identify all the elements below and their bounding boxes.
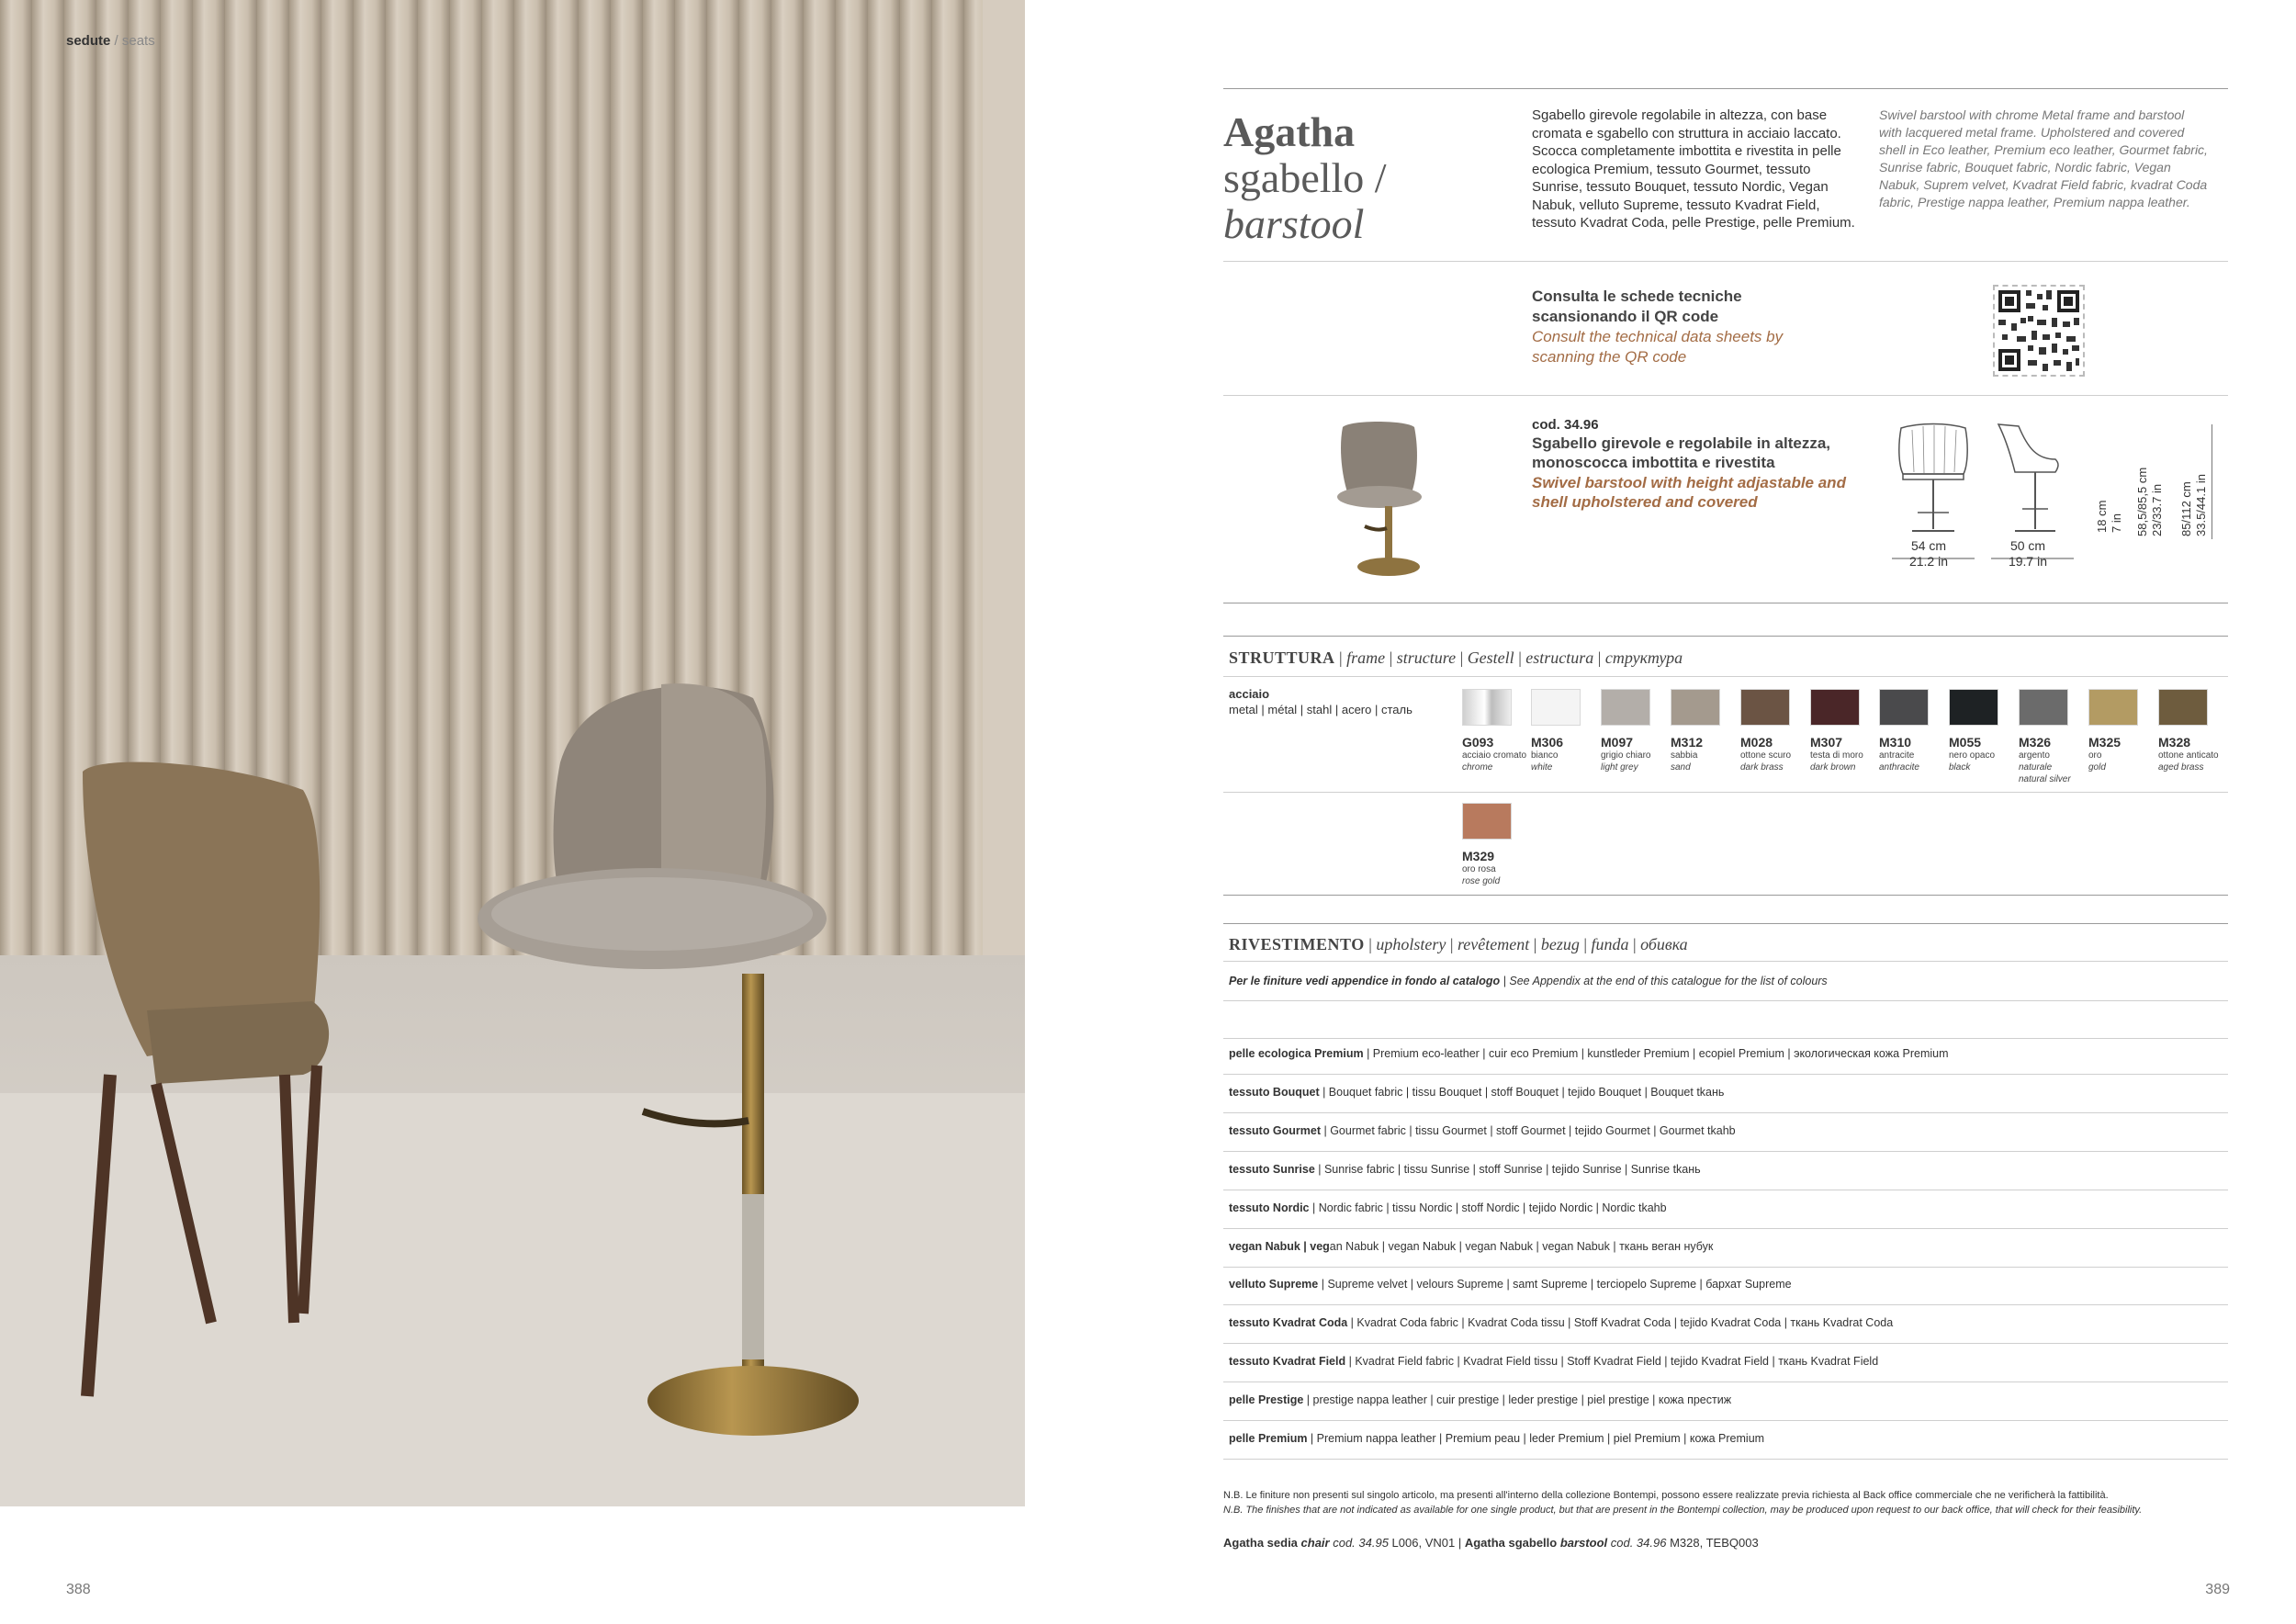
finish-color-chip [1462, 689, 1512, 726]
upholstery-name: vegan Nabuk | veg [1229, 1239, 1330, 1253]
rivestimento-tr-0: upholstery [1376, 935, 1446, 953]
upholstery-name: tessuto Kvadrat Coda [1229, 1316, 1348, 1330]
upholstery-row [1229, 1240, 1713, 1253]
finish-code: M307 [1810, 735, 1843, 750]
upholstery-name: tessuto Bouquet [1229, 1085, 1320, 1099]
dim-front-width-in: 21.2 in [1908, 554, 1949, 569]
finish-name-en: white [1531, 762, 1553, 773]
finish-code: M055 [1949, 735, 1982, 750]
struttura-tr-3: estructura [1525, 648, 1594, 667]
upholstery-name: tessuto Sunrise [1229, 1162, 1315, 1176]
page-number-right: 389 [2205, 1582, 2230, 1597]
rivestimento-tr-1: revêtement [1457, 935, 1530, 953]
finish-code: M310 [1879, 735, 1912, 750]
upholstery-row-rule [1223, 1074, 2228, 1075]
upholstery-row-rule [1223, 1459, 2228, 1460]
finish-name-en: dark brown [1810, 762, 1856, 773]
finish-code: M312 [1671, 735, 1704, 750]
finish-name-it: sabbia [1671, 750, 1698, 761]
upholstery-row [1229, 1355, 1878, 1368]
finish-color-chip [1601, 689, 1650, 726]
finish-code: M097 [1601, 735, 1634, 750]
rule [1223, 676, 2228, 677]
upholstery-name: tessuto Nordic [1229, 1201, 1310, 1214]
credit-a2: chair [1300, 1536, 1330, 1550]
dim-v2: 58,5/85,5 cm [2135, 467, 2149, 536]
barstool-thumbnail [1332, 418, 1433, 583]
credit-a3: cod. 34.95 [1329, 1536, 1389, 1550]
finish-swatch [1949, 689, 2019, 773]
finish-name-en: light grey [1601, 762, 1638, 773]
rule [1223, 961, 2228, 962]
rule [1223, 261, 2228, 262]
finish-name-en: anthracite [1879, 762, 1919, 773]
upholstery-translations: | Kvadrat Coda fabric | Kvadrat Coda tissu | Stoff Kvadrat Coda | tejido Kvadrat Coda | ткань Kvadrat Coda [1347, 1316, 1894, 1330]
rule-top [1223, 88, 2228, 89]
appendix-bold: Per le finiture vedi appendice in fondo al catalogo [1229, 975, 1501, 987]
finish-color-chip [1879, 689, 1929, 726]
upholstery-row [1229, 1163, 1701, 1176]
finish-color-chip [1949, 689, 1998, 726]
finish-name-it: antracite [1879, 750, 1915, 761]
appendix-rest: | See Appendix at the end of this catalogue for the list of colours [1500, 975, 1828, 987]
product-code: cod. 34.96 [1532, 417, 1599, 433]
description-en: Swivel barstool with chrome Metal frame and barstool with lacquered metal frame. Upholstered and covered shell in Eco leather, Premium eco leather, Gourmet fabric, Sunrise fabric, Bouquet fabric, Nordic fabric, Vegan Nabuk, Suprem velvet, Kvadrat Field fabric, kvadrat Coda fabric, Prestige nappa leather, Premium nappa leather. [1879, 107, 2208, 209]
upholstery-row [1229, 1278, 1792, 1291]
breadcrumb-section: sedute [66, 33, 111, 49]
finish-name-en: rose gold [1462, 876, 1501, 886]
upholstery-row [1229, 1393, 1731, 1406]
upholstery-name: pelle ecologica Premium [1229, 1047, 1364, 1060]
variant-name-en: Swivel barstool with height adjastable and shell upholstered and covered [1532, 474, 1846, 511]
finish-code: M328 [2158, 735, 2191, 750]
struttura-tr-1: structure [1396, 648, 1457, 667]
dim-v2-in: 23/33.7 in [2150, 483, 2164, 536]
dim-v1-in: 7 in [2110, 513, 2123, 533]
upholstery-name: pelle Prestige [1229, 1393, 1304, 1407]
rivestimento-tr-2: bezug [1540, 935, 1580, 953]
upholstery-translations: an Nabuk | vegan Nabuk | vegan Nabuk | vegan Nabuk | ткань веган нубук [1329, 1239, 1714, 1253]
rule [1223, 1000, 2228, 1001]
upholstery-row [1229, 1047, 1949, 1060]
finish-name-it: bianco [1531, 750, 1559, 761]
rule [1223, 895, 2228, 896]
finish-swatch [2088, 689, 2158, 773]
finish-name-it: nero opaco [1949, 750, 1996, 761]
breadcrumb-sub: / seats [114, 33, 155, 49]
finish-name-en: dark brass [1740, 762, 1784, 773]
finish-name-it: oro rosa [1462, 864, 1496, 874]
upholstery-translations: | Nordic fabric | tissu Nordic | stoff Nordic | tejido Nordic | Nordic tkahb [1309, 1201, 1667, 1214]
description-it: Sgabello girevole regolabile in altezza, con base cromata e sgabello con struttura in acciaio laccato. Scocca completamente imbottita e rivestita in pelle ecologica Premium, tessuto Gourmet, tessuto Sunrise, tessuto Bouquet, tessuto Nordic, Vegan Nabuk, velluto Supreme, tessuto Kvadrat Field, tessuto Kvadrat Coda, pelle Prestige, pelle Premium. [1532, 107, 1855, 231]
credit-b2: barstool [1559, 1536, 1608, 1550]
rivestimento-title: RIVESTIMENTO [1229, 935, 1365, 953]
upholstery-row [1229, 1086, 1724, 1099]
finish-swatch [2158, 689, 2228, 773]
rule-struttura-top [1223, 636, 2228, 637]
breadcrumb [66, 33, 155, 49]
credit-a4: L006, VN01 | [1388, 1536, 1465, 1550]
finish-name-it: ottone anticato [2158, 750, 2219, 761]
finish-name-en: chrome [1462, 762, 1493, 773]
finish-name-it: oro [2088, 750, 2102, 761]
rivestimento-heading: RIVESTIMENTO | upholstery | revêtement | bezug | funda | обивка [1229, 935, 1688, 953]
credit-a1: Agatha sedia [1223, 1536, 1301, 1550]
finish-name-it: acciaio cromato [1462, 750, 1527, 761]
rivestimento-tr-4: обивка [1640, 935, 1688, 953]
finish-name-en: black [1949, 762, 1971, 773]
dim-side-depth-in: 19.7 in [2008, 554, 2048, 569]
struttura-tr-0: frame [1346, 648, 1386, 667]
finish-color-chip [2158, 689, 2208, 726]
finish-code: M325 [2088, 735, 2122, 750]
material-label: acciaio [1229, 687, 1270, 701]
finish-name-en: aged brass [2158, 762, 2204, 773]
finish-swatch [1462, 803, 1532, 887]
finish-color-chip [2088, 689, 2138, 726]
finish-code: M306 [1531, 735, 1564, 750]
finish-code: G093 [1462, 735, 1494, 750]
finish-swatch [1462, 689, 1532, 773]
material-translations: metal | métal | stahl | acero | сталь [1229, 703, 1412, 716]
note-en: N.B. The finishes that are not indicated as available for one single product, but that are present in the Bontempi collection, may be produced upon request to our back office, that will check for their feasibility. [1223, 1505, 2143, 1516]
credit-b1: Agatha sgabello [1464, 1536, 1560, 1550]
upholstery-name: tessuto Kvadrat Field [1229, 1355, 1346, 1369]
finish-name-it: grigio chiaro [1601, 750, 1651, 761]
rule-rivestimento-top [1223, 923, 2228, 924]
finish-code: M326 [2019, 735, 2052, 750]
finish-color-chip [1671, 689, 1720, 726]
rule [1223, 1038, 2228, 1039]
upholstery-row-rule [1223, 1420, 2228, 1421]
finish-code: M329 [1462, 849, 1495, 863]
page-number-left: 388 [66, 1582, 91, 1597]
finish-color-chip [1740, 689, 1790, 726]
barstool-thumbnail-graphic [1332, 418, 1433, 583]
finish-swatch [1531, 689, 1601, 773]
finish-swatch [2019, 689, 2088, 785]
dim-v3-in: 33.5/44.1 in [2194, 474, 2208, 536]
upholstery-row-rule [1223, 1228, 2228, 1229]
upholstery-row-rule [1223, 1304, 2228, 1305]
dim-v3: 85/112 cm [2179, 481, 2193, 536]
upholstery-translations: | prestige nappa leather | cuir prestige | leder prestige | piel prestige | кожа престиж [1303, 1393, 1732, 1407]
finish-color-chip [1531, 689, 1581, 726]
finish-name-en: naturale [2019, 762, 2053, 773]
dim-v1: 18 cm [2095, 500, 2109, 533]
upholstery-row [1229, 1432, 1764, 1445]
finish-swatch [1879, 689, 1949, 773]
finish-color-chip [1462, 803, 1512, 840]
finish-code: M028 [1740, 735, 1773, 750]
upholstery-translations: | Bouquet fabric | tissu Bouquet | stoff Bouquet | tejido Bouquet | Bouquet tkaнь [1319, 1085, 1725, 1099]
qr-text-en: Consult the technical data sheets by scanning the QR code [1532, 328, 1784, 366]
upholstery-row-rule [1223, 1267, 2228, 1268]
finish-color-chip [1810, 689, 1860, 726]
upholstery-translations: | Supreme velvet | velours Supreme | samt Supreme | terciopelo Supreme | бархат Supreme [1318, 1278, 1792, 1291]
finish-name-it: testa di moro [1810, 750, 1863, 761]
rule [1223, 395, 2228, 396]
photo-scene [0, 0, 1025, 1506]
finish-name-en: sand [1671, 762, 1691, 773]
upholstery-row [1229, 1124, 1736, 1137]
dim-side-depth: 50 cm [2009, 538, 2046, 553]
dim-front-width: 54 cm [1910, 538, 1947, 553]
struttura-heading: STRUTTURA | frame | structure | Gestell | estructura | структура [1229, 648, 1683, 667]
upholstery-row [1229, 1201, 1667, 1214]
upholstery-translations: | Kvadrat Field fabric | Kvadrat Field tissu | Stoff Kvadrat Field | tejido Kvadrat Field | ткань Kvadrat Field [1345, 1355, 1879, 1369]
qr-code-graphic [1995, 287, 2083, 375]
upholstery-translations: | Premium eco-leather | cuir eco Premium | kunstleder Premium | ecopiel Premium | экологическая кожа Premium [1363, 1047, 1949, 1060]
upholstery-name: tessuto Gourmet [1229, 1123, 1322, 1137]
upholstery-row-rule [1223, 1343, 2228, 1344]
upholstery-name: pelle Premium [1229, 1432, 1308, 1445]
qr-code[interactable] [1993, 285, 2085, 377]
finish-name-it: argento [2019, 750, 2050, 761]
qr-text-it: Consulta le schede tecniche scansionando il QR code [1532, 288, 1742, 325]
upholstery-translations: | Premium nappa leather | Premium peau | leder Premium | piel Premium | кожа Premium [1307, 1432, 1765, 1445]
finish-color-chip [2019, 689, 2068, 726]
finish-swatch [1671, 689, 1740, 773]
finish-name-it: ottone scuro [1740, 750, 1792, 761]
photo-credit [1223, 1536, 1759, 1550]
finish-name-extra: natural silver [2019, 774, 2071, 784]
credit-b3: cod. 34.96 [1607, 1536, 1667, 1550]
variant-name-it: Sgabello girevole e regolabile in altezza, monoscocca imbottita e rivestita [1532, 434, 1830, 471]
product-name: Agatha [1223, 108, 1356, 155]
upholstery-translations: | Gourmet fabric | tissu Gourmet | stoff Gourmet | tejido Gourmet | Gourmet tkahb [1321, 1123, 1736, 1137]
product-type-en: barstool [1223, 200, 1365, 247]
struttura-tr-2: Gestell [1467, 648, 1514, 667]
product-type-it: sgabello / [1223, 154, 1387, 201]
upholstery-row [1229, 1316, 1893, 1329]
finish-name-en: gold [2088, 762, 2106, 773]
upholstery-row-rule [1223, 1151, 2228, 1152]
rule [1223, 792, 2228, 793]
struttura-title: STRUTTURA [1229, 648, 1335, 667]
finish-swatch [1810, 689, 1880, 773]
upholstery-row-rule [1223, 1112, 2228, 1113]
note-it: N.B. Le finiture non presenti sul singolo articolo, ma presenti all'interno della collezione Bontempi, possono essere realizzate previa richiesta al Back office commerciale che ne verificherà la fattibilità. [1223, 1490, 2109, 1501]
credit-b4: M328, TEBQ003 [1666, 1536, 1759, 1550]
rivestimento-tr-3: funda [1591, 935, 1629, 953]
appendix-note [1229, 975, 1828, 987]
upholstery-name: velluto Supreme [1229, 1278, 1319, 1291]
struttura-tr-4: структура [1604, 648, 1683, 667]
finish-swatch [1601, 689, 1671, 773]
product-photo [0, 0, 1025, 1506]
upholstery-translations: | Sunrise fabric | tissu Sunrise | stoff Sunrise | tejido Sunrise | Sunrise tkaнь [1314, 1162, 1701, 1176]
finish-swatch [1740, 689, 1810, 773]
